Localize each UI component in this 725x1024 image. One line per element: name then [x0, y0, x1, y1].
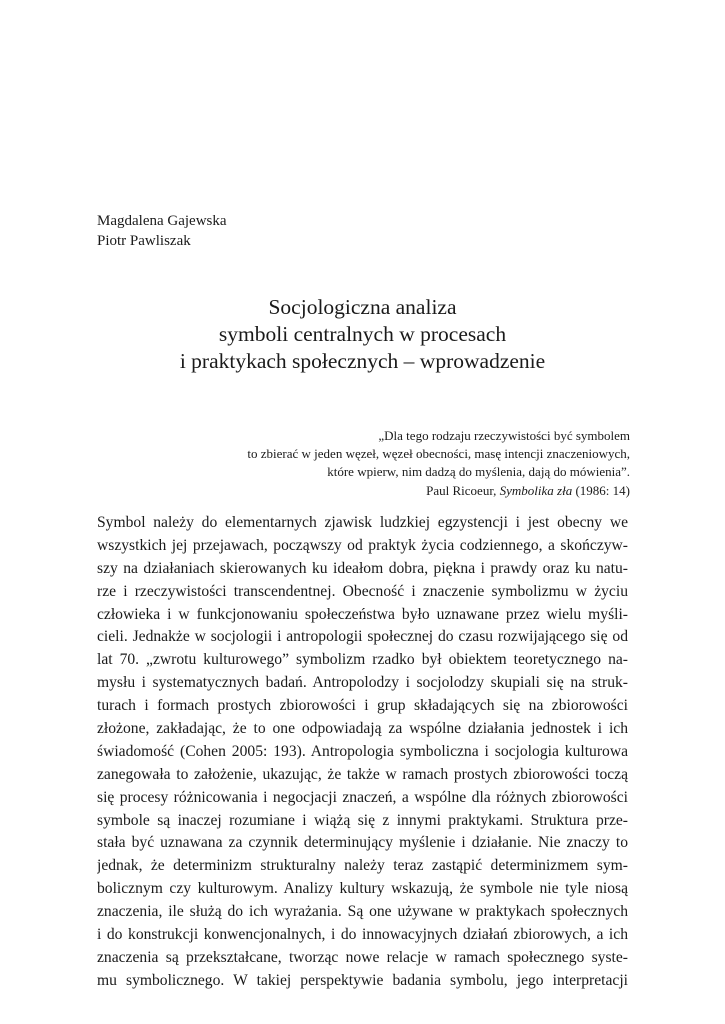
- body-line: symbole są inaczej rozumiane i wiążą się z innymi praktykami. Struktura prze-: [97, 811, 628, 829]
- body-line: mu symbolicznego. W takiej perspektywie badania symbolu, jego interpretacji: [97, 971, 628, 989]
- body-line: świadomość (Cohen 2005: 193). Antropologia symboliczna i socjologia kulturowa: [97, 742, 628, 760]
- body-line: znaczenia są przekształcane, tworząc nowe relacje w ramach społecznego syste-: [97, 948, 628, 966]
- epigraph-attribution: [247, 482, 630, 500]
- body-line: stała być uznawana za czynnik determinujący myślenie i działanie. Nie znaczy to: [97, 834, 628, 852]
- epigraph-line: które wpierw, nim dadzą do myślenia, dają do mówienia”.: [327, 464, 630, 479]
- body-line: lat 70. „zwrotu kulturowego” symbolizm rzadko był obiektem teoretycznego na-: [97, 651, 628, 669]
- title-line: symboli centralnych w procesach: [218, 322, 507, 346]
- body-line: znaczenia, ile służą do ich wyrażania. Są one używane w praktykach społecznych: [97, 903, 628, 921]
- epigraph-line: „Dla tego rodzaju rzeczywistości być symbolem: [378, 428, 630, 443]
- body-line: wszystkich jej przejawach, począwszy od praktyk życia codziennego, a skończyw-: [97, 536, 628, 554]
- body-paragraph: [97, 512, 628, 993]
- title-line: i praktykach społecznych – wprowadzenie: [179, 349, 546, 373]
- epigraph-line: to zbierać w jeden węzeł, węzeł obecności, masę intencji znaczeniowych,: [247, 446, 630, 461]
- body-line: złożone, zakładając, że to one odpowiadają za wspólne działania jednostek i ich: [97, 720, 628, 738]
- body-line: zanegowała to założenie, ukazując, że także w ramach prostych zbiorowości toczą: [97, 765, 628, 783]
- title-line: Socjologiczna analiza: [268, 295, 457, 319]
- body-line: człowieka i w funkcjonowaniu społeczeństwa było uznawane przez wielu myśli-: [97, 605, 628, 623]
- body-line: Symbol należy do elementarnych zjawisk ludzkiej egzystencji i jest obecny we: [97, 514, 628, 531]
- attribution-work-title: Symbolika zła: [499, 483, 573, 498]
- body-line: jednak, że determinizm strukturalny należy teraz zastąpić determinizmem sym-: [97, 857, 628, 875]
- attribution-reference: (1986: 14): [572, 483, 630, 498]
- author-list: [97, 211, 227, 251]
- body-line: szy na działaniach skierowanych ku ideałom dobra, piękna i prawdy oraz ku natu-: [97, 559, 628, 577]
- body-line: cieli. Jednakże w socjologii i antropologii społecznej do czasu rozwijającego się od: [97, 628, 628, 646]
- body-line: turach i formach prostych zbiorowości i grup składających się na zbiorowości: [97, 697, 628, 715]
- body-line: mysłu i systematycznych badań. Antropolodzy i socjolodzy skupiali się na struk-: [97, 674, 628, 692]
- author-name: Piotr Pawliszak: [97, 233, 191, 249]
- body-line: się procesy różnicowania i negocjacji znaczeń, a wspólne dla różnych zbiorowości: [97, 788, 628, 806]
- article-title: [60, 294, 665, 375]
- attribution-author: Paul Ricoeur,: [426, 483, 500, 498]
- body-line: i do konstrukcji konwencjonalnych, i do innowacyjnych działań zbiorowych, a ich: [97, 926, 628, 944]
- epigraph: [247, 427, 630, 500]
- body-line: rze i rzeczywistości transcendentnej. Obecność i znaczenie symbolizmu w życiu: [97, 582, 628, 600]
- body-line: bolicznym czy kulturowym. Analizy kultury wskazują, że symbole nie tyle niosą: [97, 880, 628, 898]
- author-name: Magdalena Gajewska: [97, 213, 227, 229]
